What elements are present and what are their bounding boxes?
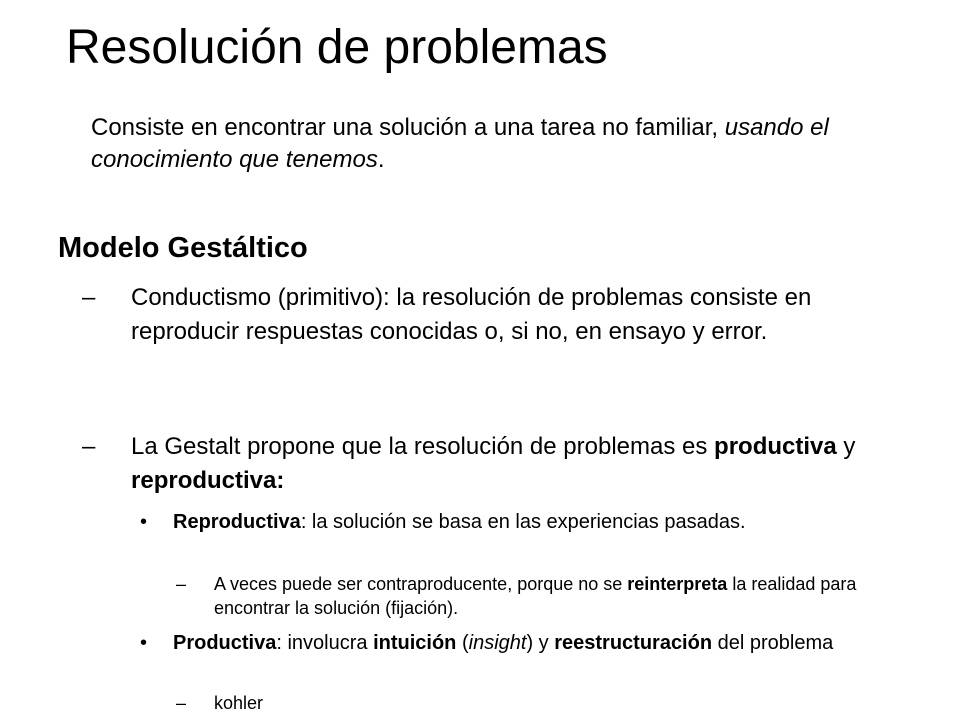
sub-item-productiva xyxy=(82,630,922,657)
sub-item-text xyxy=(173,630,893,657)
bullet-marker: • xyxy=(140,632,148,654)
productiva-term: Productiva xyxy=(173,632,277,654)
intro-paragraph xyxy=(91,112,911,176)
gestalt-reproductiva: reproductiva: xyxy=(131,467,285,494)
sub-item-text xyxy=(173,509,893,536)
sub-sub-item-text xyxy=(214,572,924,620)
dash-marker: – xyxy=(176,574,187,594)
productiva-text-2: ( xyxy=(456,632,469,654)
productiva-text-4: del problema xyxy=(712,632,834,654)
sub-sub-item-kohler xyxy=(82,691,922,715)
slide-title: Resolución de problemas xyxy=(66,21,608,74)
list-item-text: Conductismo (primitivo): la resolución de problemas consiste en reproducir respuestas conocidas o, si no, en ensayo y error. xyxy=(131,284,812,345)
productiva-text-1: : involucra xyxy=(276,632,374,654)
gestalt-productiva: productiva xyxy=(714,433,837,460)
fijacion-text-end: la realidad para encontrar la solución (fijación). xyxy=(214,574,857,618)
gestalt-text: La Gestalt propone que la resolución de problemas es xyxy=(131,433,715,460)
productiva-insight: insight xyxy=(468,632,527,654)
list-item-conductismo xyxy=(82,281,922,349)
dash-marker: – xyxy=(176,693,187,713)
list-item-text xyxy=(131,430,911,498)
dash-marker: – xyxy=(82,433,96,460)
bullet-marker: • xyxy=(140,511,148,533)
productiva-intuicion: intuición xyxy=(373,632,457,654)
sub-sub-item-fijacion xyxy=(82,572,922,620)
productiva-text-3: ) y xyxy=(526,632,555,654)
reproductiva-term: Reproductiva xyxy=(173,511,301,533)
reproductiva-definition: : la solución se basa en las experiencias pasadas. xyxy=(300,511,746,533)
gestalt-connector: y xyxy=(836,433,856,460)
list-item-gestalt xyxy=(82,430,922,498)
productiva-reestructuracion: reestructuración xyxy=(554,632,713,654)
intro-text: Consiste en encontrar una solución a una tarea no familiar, xyxy=(91,114,725,141)
dash-marker: – xyxy=(82,284,96,311)
intro-emphasis: usando el conocimiento que tenemos xyxy=(91,114,829,173)
fijacion-text-start: A veces puede ser contraproducente, porque no se xyxy=(214,574,628,594)
sub-item-reproductiva xyxy=(82,509,922,536)
intro-period: . xyxy=(377,146,385,173)
fijacion-reinterpreta: reinterpreta xyxy=(627,574,728,594)
section-heading: Modelo Gestáltico xyxy=(58,232,308,264)
sub-sub-item-text: kohler xyxy=(214,693,264,713)
